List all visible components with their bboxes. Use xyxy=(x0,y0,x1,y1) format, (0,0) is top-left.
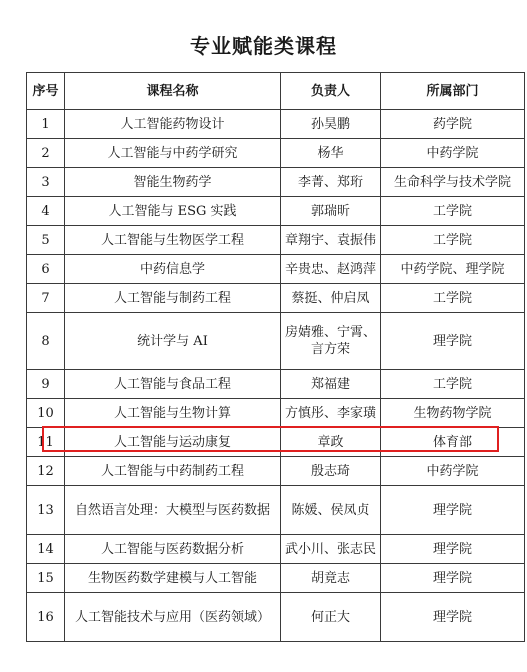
cell-owner: 孙昊鹏 xyxy=(281,110,381,139)
cell-department: 理学院 xyxy=(381,535,525,564)
cell-course-name: 人工智能与 ESG 实践 xyxy=(65,197,281,226)
cell-course-name: 人工智能与中药学研究 xyxy=(65,139,281,168)
cell-owner: 何正大 xyxy=(281,593,381,642)
cell-course-name: 人工智能与生物计算 xyxy=(65,399,281,428)
table-row xyxy=(27,535,525,564)
cell-no: 8 xyxy=(27,313,65,370)
cell-owner: 房婧雅、宁霄、言方荣 xyxy=(281,313,381,370)
cell-department: 理学院 xyxy=(381,593,525,642)
table-row xyxy=(27,399,525,428)
table-row xyxy=(27,593,525,642)
cell-department: 药学院 xyxy=(381,110,525,139)
table-row xyxy=(27,313,525,370)
cell-course-name: 生物医药数学建模与人工智能 xyxy=(65,564,281,593)
cell-no: 11 xyxy=(27,428,65,457)
table-body xyxy=(27,110,525,642)
cell-no: 10 xyxy=(27,399,65,428)
cell-no: 7 xyxy=(27,284,65,313)
cell-no: 4 xyxy=(27,197,65,226)
header-course-name: 课程名称 xyxy=(65,73,281,110)
cell-course-name: 自然语言处理：大模型与医药数据 xyxy=(65,486,281,535)
cell-course-name: 人工智能与运动康复 xyxy=(65,428,281,457)
cell-no: 3 xyxy=(27,168,65,197)
header-owner: 负责人 xyxy=(281,73,381,110)
cell-department: 工学院 xyxy=(381,197,525,226)
cell-course-name: 智能生物药学 xyxy=(65,168,281,197)
cell-course-name: 中药信息学 xyxy=(65,255,281,284)
cell-no: 1 xyxy=(27,110,65,139)
cell-owner: 陈媛、侯凤贞 xyxy=(281,486,381,535)
table-row xyxy=(27,110,525,139)
cell-department: 工学院 xyxy=(381,284,525,313)
cell-no: 14 xyxy=(27,535,65,564)
cell-no: 2 xyxy=(27,139,65,168)
cell-course-name: 人工智能技术与应用（医药领域） xyxy=(65,593,281,642)
table-row xyxy=(27,168,525,197)
cell-department: 中药学院 xyxy=(381,139,525,168)
cell-no: 5 xyxy=(27,226,65,255)
cell-owner: 武小川、张志民 xyxy=(281,535,381,564)
cell-owner: 杨华 xyxy=(281,139,381,168)
cell-department: 理学院 xyxy=(381,564,525,593)
cell-no: 9 xyxy=(27,370,65,399)
cell-no: 15 xyxy=(27,564,65,593)
table-row xyxy=(27,139,525,168)
cell-course-name: 人工智能与生物医学工程 xyxy=(65,226,281,255)
page-title: 专业赋能类课程 xyxy=(190,34,337,58)
course-table xyxy=(26,72,525,642)
cell-department: 生命科学与技术学院 xyxy=(381,168,525,197)
cell-course-name: 人工智能药物设计 xyxy=(65,110,281,139)
table-row xyxy=(27,370,525,399)
table-row xyxy=(27,226,525,255)
table-row xyxy=(27,255,525,284)
cell-department: 生物药物学院 xyxy=(381,399,525,428)
cell-no: 16 xyxy=(27,593,65,642)
cell-owner: 蔡挺、仲启凤 xyxy=(281,284,381,313)
cell-department: 理学院 xyxy=(381,486,525,535)
cell-owner: 章政 xyxy=(281,428,381,457)
cell-owner: 章翔宇、袁振伟 xyxy=(281,226,381,255)
cell-owner: 胡竟志 xyxy=(281,564,381,593)
table-row xyxy=(27,486,525,535)
header-department: 所属部门 xyxy=(381,73,525,110)
cell-department: 中药学院、理学院 xyxy=(381,255,525,284)
cell-owner: 李菁、郑珩 xyxy=(281,168,381,197)
cell-department: 中药学院 xyxy=(381,457,525,486)
cell-owner: 郑福建 xyxy=(281,370,381,399)
table-row xyxy=(27,284,525,313)
cell-department: 理学院 xyxy=(381,313,525,370)
cell-course-name: 统计学与 AI xyxy=(65,313,281,370)
cell-no: 6 xyxy=(27,255,65,284)
cell-department: 工学院 xyxy=(381,370,525,399)
cell-no: 12 xyxy=(27,457,65,486)
cell-no: 13 xyxy=(27,486,65,535)
table-row xyxy=(27,197,525,226)
table-header-row xyxy=(27,73,525,110)
cell-course-name: 人工智能与食品工程 xyxy=(65,370,281,399)
cell-course-name: 人工智能与中药制药工程 xyxy=(65,457,281,486)
cell-owner: 辛贵忠、赵鸿萍 xyxy=(281,255,381,284)
table-row xyxy=(27,564,525,593)
cell-course-name: 人工智能与医药数据分析 xyxy=(65,535,281,564)
cell-owner: 郭瑞昕 xyxy=(281,197,381,226)
cell-department: 体育部 xyxy=(381,428,525,457)
cell-department: 工学院 xyxy=(381,226,525,255)
table-row xyxy=(27,457,525,486)
cell-course-name: 人工智能与制药工程 xyxy=(65,284,281,313)
header-no: 序号 xyxy=(27,73,65,110)
table-row xyxy=(27,428,525,457)
cell-owner: 方慎彤、李家璜 xyxy=(281,399,381,428)
cell-owner: 殷志琦 xyxy=(281,457,381,486)
